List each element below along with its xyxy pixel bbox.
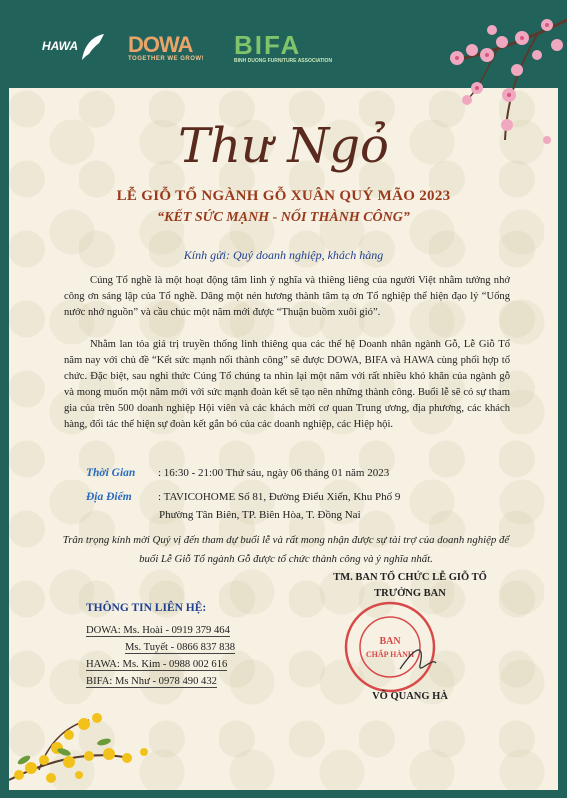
signature-role: TRƯỞNG BAN (374, 588, 446, 599)
hawa-logo (38, 30, 106, 64)
paragraph-details: Nhằm lan tỏa giá trị truyền thống linh thiêng qua các thế hệ Doanh nhân ngành Gỗ, Lễ Giỗ Tổ năm nay với chủ đề “Kết sức mạnh nối thành công” sẽ được DOWA, BIFA và HAWA cùng phối hợp tổ chức. Đặc biệt, sau nghi thức Cúng Tổ chúng ta nhìn lại một năm với rất nhiều khó khăn của ngành gỗ và mong muốn một năm mới với sức mạnh đoàn kết sẽ tạo nên những thành công. Buổi lễ sẽ có sự tham gia của trên 500 doanh nghiệp Hội viên và các khách mời cơ quan Trung ương, địa phương, các khách hàng, đối tác thể hiện sự đoàn kết gắn bó của các doanh nghiệp, các Hiệp hội. (64, 339, 510, 430)
dowa-tagline: TOGETHER WE GROW! (128, 56, 205, 62)
time-value: : 16:30 - 21:00 Thứ sáu, ngày 06 tháng 01 năm 2023 (158, 467, 390, 479)
place-label: Địa Điểm (86, 491, 132, 503)
dowa-logo-text: DOWA (128, 32, 193, 57)
yellow-blossom-decoration (9, 680, 209, 790)
place-value: : TAVICOHOME Số 81, Đường Điểu Xiển, Khu Phố 9 (158, 491, 401, 503)
bifa-tagline: BINH DUONG FURNITURE ASSOCIATION (234, 58, 333, 64)
contact-heading: THÔNG TIN LIÊN HỆ: (86, 602, 207, 614)
place-value-line2: Phường Tân Biên, TP. Biên Hòa, T. Đồng Nai (159, 509, 361, 521)
svg-text:BAN: BAN (379, 636, 401, 647)
leaf-icon (78, 32, 106, 62)
contact-line: BIFA: Ms Như - 0978 490 432 (86, 676, 217, 687)
signature-org: TM. BAN TỔ CHỨC LỄ GIỖ TỔ (333, 572, 487, 583)
letter-title: Thư Ngỏ (178, 118, 389, 174)
event-heading: LỄ GIỖ TỔ NGÀNH GỖ XUÂN QUÝ MÃO 2023 (116, 188, 451, 204)
paragraph-intro: Cúng Tổ nghề là một hoạt động tâm linh ý nghĩa và thiêng liêng của người Việt nhằm tưởng nhớ công ơn sáng lập của Tổ nghề. Dâng một nén hương thành tâm tạ ơn Tổ nghiệp thể hiện đạo lý “Uống nước nhớ nguồn” và cầu chúc một năm mới được “Thuận buồm xuôi gió”. (64, 275, 510, 318)
time-row (86, 467, 389, 479)
contact-line: DOWA: Ms. Hoài - 0919 379 464 (86, 625, 230, 636)
time-label: Thời Gian (86, 467, 136, 479)
signature-name: VÕ QUANG HÀ (372, 691, 448, 702)
contact-line: HAWA: Ms. Kim - 0988 002 616 (86, 659, 228, 670)
dowa-logo (128, 32, 204, 62)
event-slogan: “KẾT SỨC MẠNH - NỐI THÀNH CÔNG” (157, 210, 410, 225)
hawa-logo-text: HAWA (42, 39, 78, 53)
bifa-logo-text: BIFA (234, 30, 302, 60)
invitation-text: Trân trọng kính mời Quý vị đến tham dự buổi lễ và rất mong nhận được sự tài trợ của doanh nghiệp để buổi Lễ Giỗ Tổ ngành Gỗ được tổ chức thành công và ý nghĩa nhất. (62, 534, 510, 565)
svg-text:CHẤP HÀNH: CHẤP HÀNH (365, 650, 415, 659)
official-stamp (340, 597, 440, 697)
place-row (86, 491, 400, 503)
bifa-logo (234, 30, 332, 64)
contact-line: Ms. Tuyết - 0866 837 838 (125, 642, 236, 653)
greeting: Kính gửi: Quý doanh nghiệp, khách hàng (183, 248, 384, 262)
